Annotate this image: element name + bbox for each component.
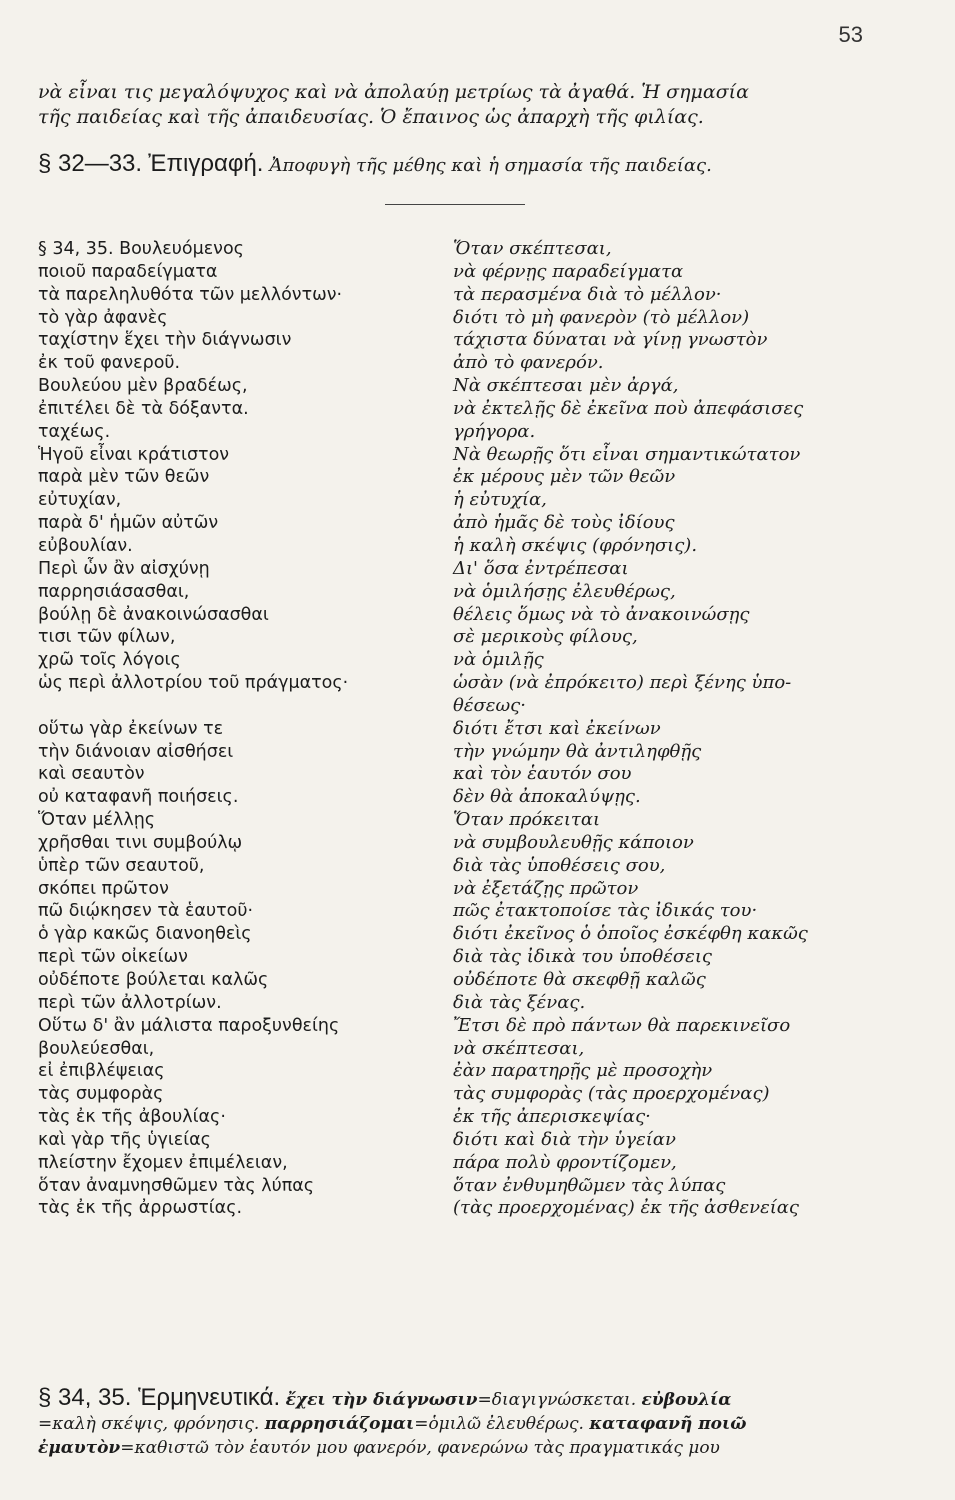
ancient-text-column [38,238,448,1220]
translation-line: ὡσὰν (νὰ ἐπρόκειτο) περὶ ξένης ὑπο- [453,672,792,694]
translation-line: διὰ τὰς ξένας. [453,991,586,1013]
footnote-line [38,1436,918,1460]
intro-line: τῆς παιδείας καὶ τῆς ἀπαιδευσίας. Ὁ ἔπαινος ὡς ἀπαρχὴ τῆς φιλίας. [38,106,704,128]
section-heading [38,150,898,178]
ancient-line: τισι τῶν φίλων, [38,627,176,648]
ancient-line: περὶ τῶν ἀλλοτρίων. [38,992,222,1013]
ancient-line: εἰ ἐπιβλέψειας [38,1061,165,1082]
page-number: 53 [838,22,863,47]
ancient-line: § 34, 35. Βουλευόμενος [38,239,244,259]
translation-line: νὰ σκέπτεσαι, [453,1037,585,1059]
ancient-line: ἐπιτέλει δὲ τὰ δόξαντα. [38,398,249,419]
ancient-line: χρῆσθαι τινι συμβούλῳ [38,832,243,853]
footnote-term: εὐβουλία [641,1390,732,1410]
ancient-line: ὡς περὶ ἀλλοτρίου τοῦ πράγματος· [38,673,349,694]
footnote-line [38,1412,918,1436]
translation-line: διότι τὸ μὴ φανερὸν (τὸ μέλλον) [453,306,750,328]
footnote-heading: § 34, 35. Ἑρμηνευτικά. [38,1384,281,1411]
translation-line: νὰ ἐκτελῇς δὲ ἐκεῖνα ποὺ ἀπεφάσισες [453,397,804,419]
translation-line: Ὅταν πρόκειται [453,809,601,831]
ancient-line: οὕτω γὰρ ἐκείνων τε [38,718,224,739]
ancient-line: περὶ τῶν οἰκείων [38,947,188,968]
translation-line: θέλεις ὅμως νὰ τὸ ἀνακοινώσῃς [453,603,750,625]
ancient-line: ὑπὲρ τῶν σεαυτοῦ, [38,855,205,876]
ancient-line: Περὶ ὧν ἂν αἰσχύνῃ [38,558,210,579]
ancient-line: βούλῃ δὲ ἀνακοινώσασθαι [38,604,269,625]
ancient-line: οὐδέποτε βούλεται καλῶς [38,970,269,990]
ancient-line: Ἡγοῦ εἶναι κράτιστον [38,444,230,465]
translation-line: οὐδέποτε θὰ σκεφθῇ καλῶς [453,969,706,990]
footnote-definition: =ὁμιλῶ ἐλευθέρως. [414,1414,584,1434]
ancient-line: παρὰ μὲν τῶν θεῶν [38,467,210,488]
translation-line: ἐκ τῆς ἀπερισκεψίας· [453,1106,651,1128]
footnote-definition: =καλὴ σκέψις, φρόνησις. [38,1414,260,1434]
ancient-line: ποιοῦ παραδείγματα [38,261,218,282]
section-title: Ἀποφυγὴ τῆς μέθης καὶ ἡ σημασία τῆς παιδείας. [269,155,712,176]
footnote-term: καταφανῆ ποιῶ [589,1414,747,1434]
translation-line: νὰ ὁμιλήσῃς ἐλευθέρως, [453,580,676,602]
footnote [38,1386,918,1460]
ancient-line: Βουλεύου μὲν βραδέως, [38,376,248,397]
translation-line: διὰ τὰς ὑποθέσεις σου, [453,854,666,876]
translation-line: Ὅταν σκέπτεσαι, [453,238,612,259]
section-label: Ἐπιγραφή. [148,150,264,177]
translation-line: νὰ φέρνῃς παραδείγματα [453,260,684,282]
ancient-line: παρὰ δ' ἡμῶν αὐτῶν [38,513,219,534]
translation-line: τὰ περασμένα διὰ τὸ μέλλον· [453,283,722,305]
translation-line: καὶ τὸν ἑαυτόν σου [453,763,632,785]
divider [385,204,525,205]
translation-line: ἐὰν παρατηρῇς μὲ προσοχὴν [453,1060,713,1082]
ancient-line: εὐβουλίαν. [38,535,133,556]
translation-line: σὲ μερικοὺς φίλους, [453,626,638,648]
ancient-line: εὐτυχίαν, [38,490,122,511]
translation-line: ὅταν ἐνθυμηθῶμεν τὰς λύπας [453,1174,726,1196]
footnote-line [38,1386,918,1412]
intro-paragraph [38,80,878,130]
ancient-line: τὰς ἐκ τῆς ἀρρωστίας. [38,1198,243,1219]
translation-line: πάρα πολὺ φροντίζομεν, [453,1151,677,1173]
ancient-line: πῶ διῴκησεν τὰ ἑαυτοῦ· [38,901,254,922]
ancient-line: ὅταν ἀναμνησθῶμεν τὰς λύπας [38,1175,315,1196]
translation-line: τὴν γνώμην θὰ ἀντιληφθῇς [453,740,702,762]
ancient-line: σκόπει πρῶτον [38,878,169,899]
ancient-line: χρῶ τοῖς λόγοις [38,650,181,671]
translation-line: διότι ἐκεῖνος ὁ ὁποῖος ἐσκέφθη κακῶς [453,923,808,945]
ancient-line: ὁ γὰρ κακῶς διανοηθεὶς [38,924,252,945]
footnote-definition: =διαγιγνώσκεται. [477,1390,637,1410]
ancient-line [38,695,448,718]
translation-line: διότι καὶ διὰ τὴν ὑγείαν [453,1128,676,1150]
ancient-line: οὐ καταφανῆ ποιήσεις. [38,787,239,808]
ancient-line: τὴν διάνοιαν αἰσθήσει [38,741,234,762]
translation-line: τάχιστα δύναται νὰ γίνῃ γνωστὸν [453,329,768,351]
translation-line: ἐκ μέρους μὲν τῶν θεῶν [453,466,676,488]
ancient-line: βουλεύεσθαι, [38,1038,155,1059]
ancient-line: τὰ παρεληλυθότα τῶν μελλόντων· [38,284,343,305]
ancient-line: καὶ γὰρ τῆς ὑγιείας [38,1129,211,1150]
ancient-line: ταχέως. [38,421,111,442]
ancient-line: τὰς ἐκ τῆς ἀβουλίας· [38,1107,226,1128]
translation-line: (τὰς προερχομένας) ἐκ τῆς ἀσθενείας [453,1197,800,1219]
translation-line: ἡ εὐτυχία, [453,489,547,511]
ancient-line: ἐκ τοῦ φανεροῦ. [38,353,181,374]
translation-line: ἡ καλὴ σκέψις (φρόνησις). [453,534,698,556]
ancient-line: τὰς συμφορὰς [38,1084,164,1105]
translation-line: ἀπὸ τὸ φανερόν. [453,352,604,374]
ancient-line: Οὕτω δ' ἂν μάλιστα παροξυνθείης [38,1015,340,1036]
translation-line: γρήγορα. [453,420,536,442]
section-number: § 32—33. [38,150,143,177]
translation-line: Ἔτσι δὲ πρὸ πάντων θὰ παρεκινεῖσο [453,1014,791,1036]
ancient-line: καὶ σεαυτὸν [38,764,145,785]
translation-line: νὰ συμβουλευθῇς κάποιον [453,831,694,853]
ancient-line: τὸ γὰρ ἀφανὲς [38,307,168,328]
translation-line: διότι ἔτσι καὶ ἐκείνων [453,717,661,739]
translation-line: διὰ τὰς ἰδικὰ του ὑποθέσεις [453,946,712,968]
ancient-line: Ὅταν μέλλῃς [38,810,156,831]
translation-line: Νὰ σκέπτεσαι μὲν ἀργά, [453,375,679,397]
translation-line: νὰ ἐξετάζῃς πρῶτον [453,877,639,899]
ancient-line: πλείστην ἔχομεν ἐπιμέλειαν, [38,1152,288,1173]
footnote-term: ἔχει τὴν διάγνωσιν [285,1390,478,1410]
translation-line: θέσεως· [453,694,526,716]
ancient-line: παρρησιάσασθαι, [38,581,190,602]
translation-line: Δι' ὅσα ἐντρέπεσαι [453,557,629,579]
translation-line: νὰ ὁμιλῇς [453,649,544,671]
translation-line: πῶς ἐτακτοποίσε τὰς ἰδικάς του· [453,900,758,922]
translation-line: ἀπὸ ἡμᾶς δὲ τοὺς ἰδίους [453,512,675,534]
footnote-term: ἐμαυτὸν [38,1438,121,1458]
intro-line: νὰ εἶναι τις μεγαλόψυχος καὶ νὰ ἀπολαύῃ μετρίως τὰ ἀγαθά. Ἡ σημασία [38,81,749,103]
footnote-term: παρρησιάζομαι [264,1414,415,1434]
footnote-definition: =καθιστῶ τὸν ἑαυτόν μου φανερόν, φανερώνω τὰς πραγματικάς μου [120,1438,720,1458]
translation-column [453,238,873,1220]
translation-line: τὰς συμφορὰς (τὰς προερχομένας) [453,1083,770,1105]
translation-line: Νὰ θεωρῇς ὅτι εἶναι σημαντικώτατον [453,443,801,465]
ancient-line: ταχίστην ἕχει τὴν διάγνωσιν [38,330,292,351]
translation-line: δὲν θὰ ἀποκαλύψῃς. [453,786,641,808]
